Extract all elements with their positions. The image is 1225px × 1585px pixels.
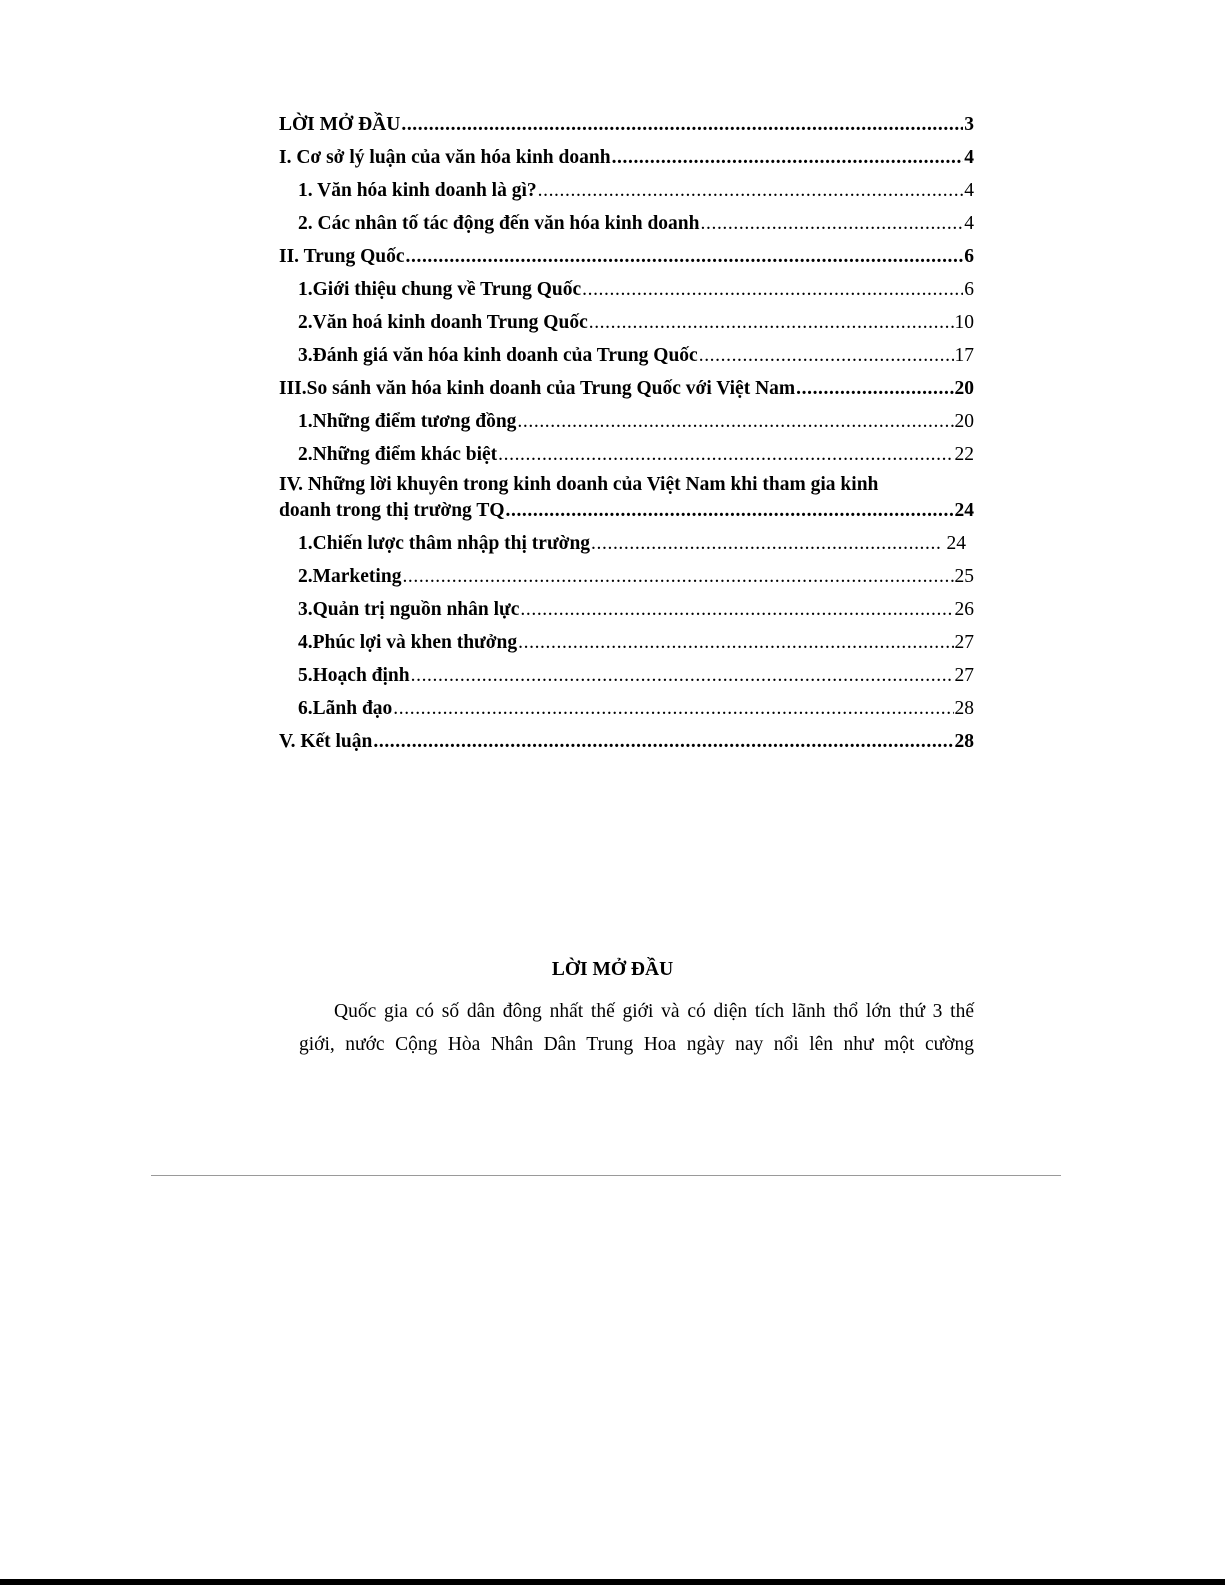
toc-subentry[interactable] [279, 626, 974, 659]
toc-leader-dots [612, 141, 964, 174]
toc-entry[interactable] [279, 240, 974, 273]
toc-page-number: 24 [946, 533, 966, 554]
toc-entry-label: LỜI MỞ ĐẦU [279, 114, 401, 135]
toc-page-number: 4 [964, 213, 974, 234]
toc-entry-label: 3.Đánh giá văn hóa kinh doanh của Trung Quốc [298, 345, 698, 366]
toc-leader-dots [518, 626, 953, 659]
toc-leader-dots [506, 498, 954, 524]
toc-entry-label: V. Kết luận [279, 731, 373, 752]
toc-subentry[interactable] [279, 593, 974, 626]
bottom-border [0, 1579, 1225, 1585]
toc-page-number: 10 [954, 312, 974, 333]
toc-entry-label: I. Cơ sở lý luận của văn hóa kinh doanh [279, 147, 611, 168]
toc-subentry[interactable] [279, 692, 974, 725]
toc-leader-dots [373, 725, 953, 758]
toc-page-number: 22 [954, 444, 974, 465]
toc-page-number: 4 [964, 147, 974, 168]
toc-page-number: 28 [954, 731, 974, 752]
toc-entry-label: 6.Lãnh đạo [298, 698, 393, 719]
toc-entry-label: 4.Phúc lợi và khen thưởng [298, 632, 518, 653]
toc-page-number: 20 [954, 411, 974, 432]
toc-subentry[interactable] [279, 339, 974, 372]
toc-page-number: 28 [954, 698, 974, 719]
toc-entry-label: 1.Những điểm tương đồng [298, 411, 517, 432]
toc-subentry[interactable] [279, 174, 974, 207]
toc-entry-label: III.So sánh văn hóa kinh doanh của Trung Quốc với Việt Nam [279, 378, 796, 399]
toc-entry-label: 2. Các nhân tố tác động đến văn hóa kinh doanh [298, 213, 700, 234]
toc-leader-dots [591, 527, 940, 560]
toc-leader-dots [406, 240, 964, 273]
toc-entry-label: 3.Quản trị nguồn nhân lực [298, 599, 520, 620]
toc-page-number: 24 [954, 500, 974, 521]
toc-leader-dots [582, 273, 963, 306]
toc-page-number: 25 [954, 566, 974, 587]
toc-subentry[interactable] [279, 207, 974, 240]
toc-leader-dots [517, 405, 953, 438]
toc-leader-dots [538, 174, 964, 207]
toc-entry-label-line2: doanh trong thị trường TQ [279, 500, 505, 521]
toc-subentry[interactable] [279, 306, 974, 339]
toc-leader-dots [411, 659, 954, 692]
toc-leader-dots [393, 692, 953, 725]
toc-entry[interactable] [279, 372, 974, 405]
intro-paragraph [299, 995, 974, 1061]
toc-page-number: 6 [964, 246, 974, 267]
toc-leader-dots [699, 339, 954, 372]
toc-leader-dots [796, 372, 953, 405]
toc-entry-label: 2.Văn hoá kinh doanh Trung Quốc [298, 312, 588, 333]
toc-entry-label: 2.Marketing [298, 566, 402, 587]
toc-subentry[interactable] [279, 659, 974, 692]
intro-heading: LỜI MỞ ĐẦU [551, 959, 674, 980]
toc-page-number: 20 [954, 378, 974, 399]
toc-leader-dots [520, 593, 953, 626]
toc-entry-label-line1: IV. Những lời khuyên trong kinh doanh của Việt Nam khi tham gia kinh [279, 474, 879, 495]
toc-page-number: 4 [964, 180, 974, 201]
toc-leader-dots [701, 207, 964, 240]
toc-entry-label: 1.Giới thiệu chung về Trung Quốc [298, 279, 582, 300]
toc-page-number: 26 [954, 599, 974, 620]
toc-entry[interactable] [279, 725, 974, 758]
toc-page-number: 27 [954, 632, 974, 653]
toc-entry-label: 1. Văn hóa kinh doanh là gì? [298, 180, 537, 201]
toc-subentry[interactable] [279, 527, 974, 560]
toc-subentry[interactable] [279, 273, 974, 306]
toc-entry-label: II. Trung Quốc [279, 246, 405, 267]
toc-subentry[interactable] [279, 438, 974, 471]
page-divider [151, 1175, 1061, 1176]
toc-page-number: 27 [954, 665, 974, 686]
toc-subentry[interactable] [279, 405, 974, 438]
toc-entry-line2 [279, 498, 974, 524]
toc-leader-dots [589, 306, 954, 339]
toc-leader-dots [402, 560, 953, 593]
toc-entry[interactable] [279, 141, 974, 174]
toc-page-number: 3 [964, 114, 974, 135]
toc-entry-multiline[interactable] [279, 472, 974, 524]
toc-entry-label: 1.Chiến lược thâm nhập thị trường [298, 533, 591, 554]
table-of-contents [279, 108, 974, 758]
toc-entry-label: 5.Hoạch định [298, 665, 410, 686]
intro-line: Quốc gia có số dân đông nhất thế giới và có diện tích lãnh thổ lớn thứ 3 thế [334, 1001, 974, 1022]
intro-line: giới, nước Cộng Hòa Nhân Dân Trung Hoa ngày nay nổi lên như một cường [299, 1034, 974, 1055]
toc-page-number: 17 [954, 345, 974, 366]
toc-subentry[interactable] [279, 560, 974, 593]
toc-entry[interactable] [279, 108, 974, 141]
toc-entry-label: 2.Những điểm khác biệt [298, 444, 498, 465]
toc-leader-dots [401, 108, 963, 141]
toc-leader-dots [498, 438, 953, 471]
toc-page-number: 6 [964, 279, 974, 300]
